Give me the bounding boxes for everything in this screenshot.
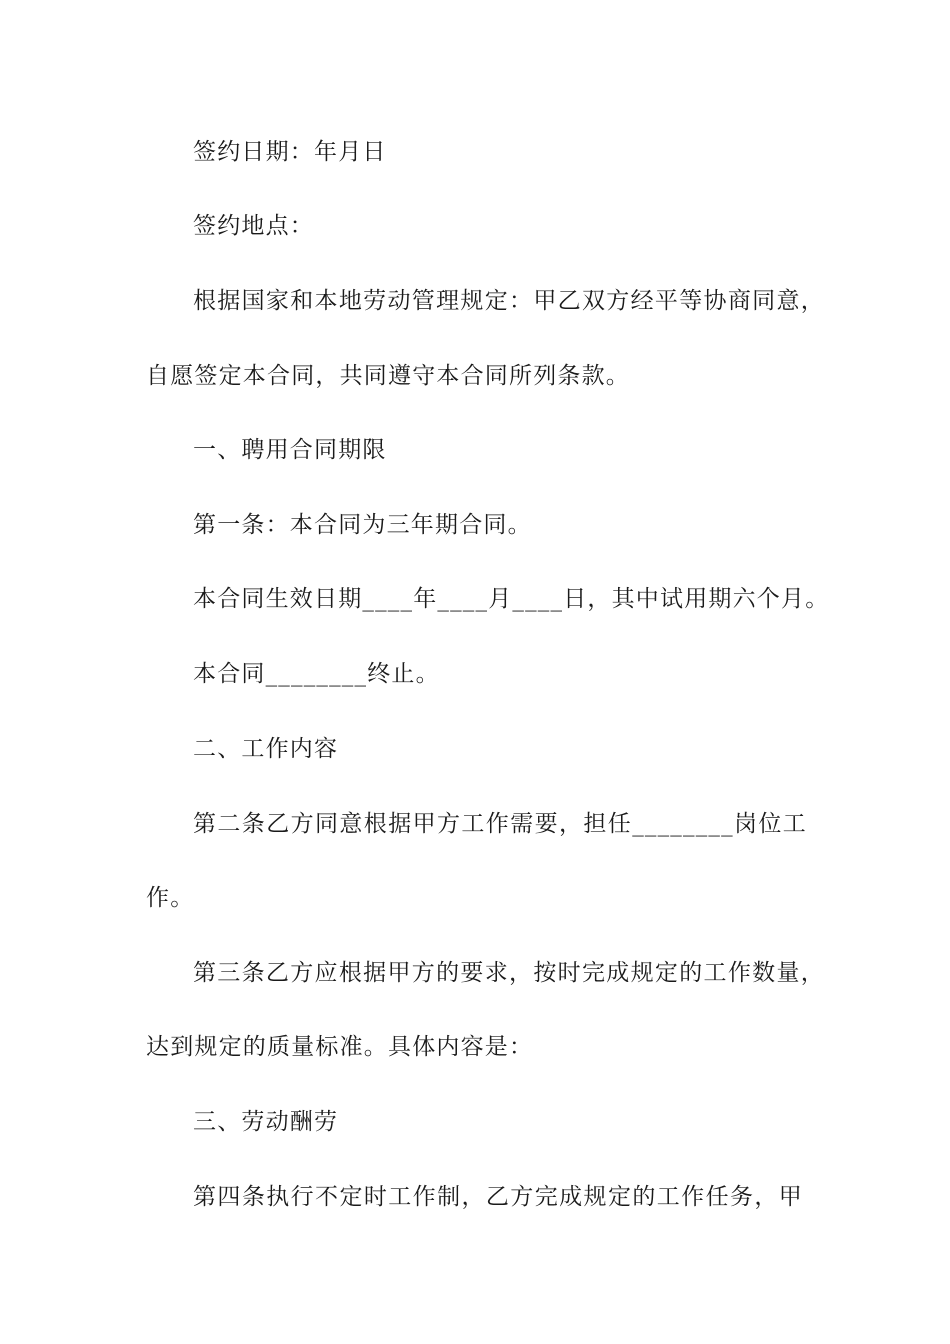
article-2-line-1: 第二条乙方同意根据甲方工作需要，担任________岗位工 <box>193 811 807 837</box>
article-2-line-2: 作。 <box>146 885 195 911</box>
termination-line: 本合同________终止。 <box>193 661 440 687</box>
article-4-line-1: 第四条执行不定时工作制，乙方完成规定的工作任务，甲 <box>193 1184 803 1210</box>
article-3-line-2: 达到规定的质量标准。具体内容是： <box>146 1034 534 1060</box>
preamble-line-2: 自愿签定本合同，共同遵守本合同所列条款。 <box>146 363 630 389</box>
article-1-line: 第一条：本合同为三年期合同。 <box>193 512 532 538</box>
section-heading-pay: 三、劳动酬劳 <box>193 1109 339 1135</box>
article-3-line-1: 第三条乙方应根据甲方的要求，按时完成规定的工作数量， <box>193 960 825 986</box>
section-heading-work: 二、工作内容 <box>193 736 339 762</box>
signing-date-line: 签约日期：年月日 <box>193 139 387 165</box>
effective-date-line: 本合同生效日期____年____月____日，其中试用期六个月。 <box>193 586 830 612</box>
preamble-line-1: 根据国家和本地劳动管理规定：甲乙双方经平等协商同意， <box>193 288 825 314</box>
signing-place-line: 签约地点： <box>193 213 314 239</box>
section-heading-term: 一、聘用合同期限 <box>193 437 387 463</box>
